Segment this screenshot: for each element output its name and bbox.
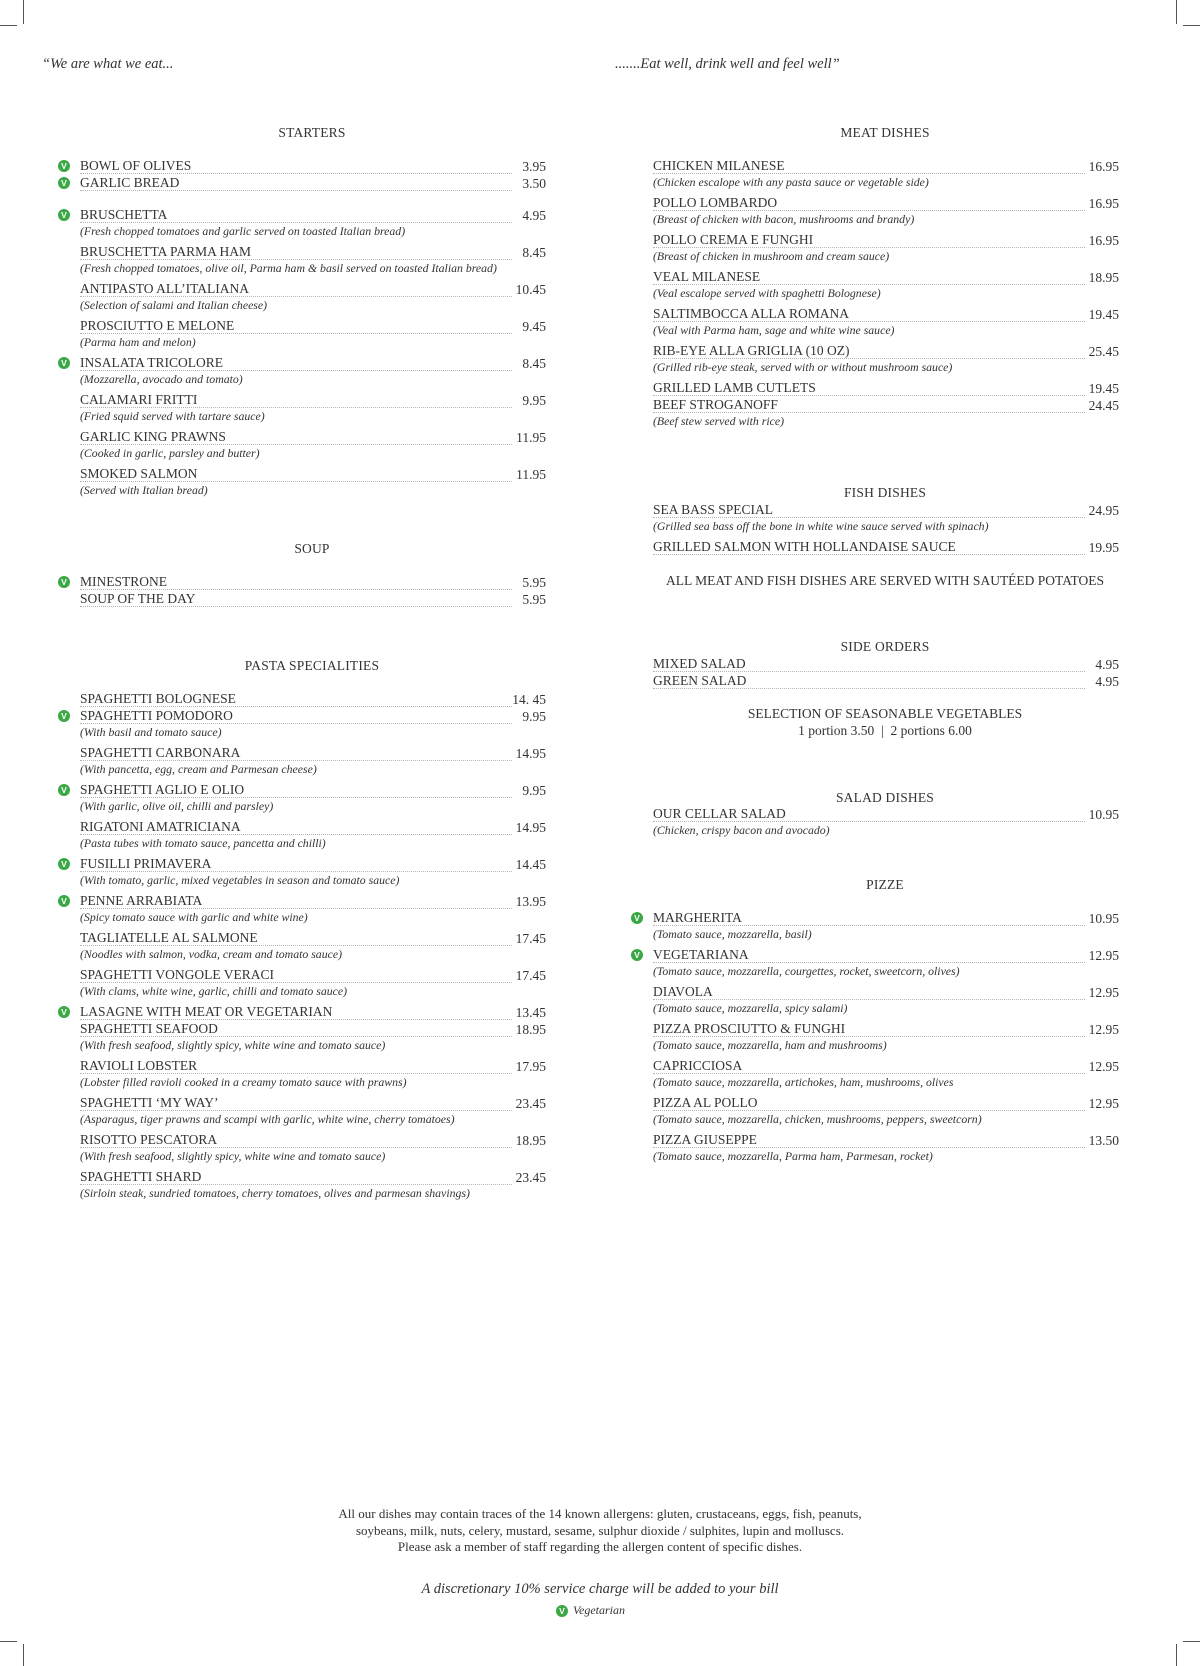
menu-item-description: (Chicken, crispy bacon and avocado) [653,823,830,837]
section-title-starters: STARTERS [278,125,346,140]
menu-item-row [653,231,1119,248]
menu-item-description: (Parma ham and melon) [80,335,196,349]
menu-item [80,744,546,778]
section-title-pasta: PASTA SPECIALITIES [244,658,380,673]
menu-item-row [80,391,546,408]
menu-item-row [653,268,1119,285]
menu-item [80,391,546,425]
menu-item [653,268,1119,302]
menu-item-name: SPAGHETTI AGLIO E OLIO [80,782,512,798]
menu-item [653,655,1119,672]
menu-item [653,379,1119,396]
menu-item-name: RISOTTO PESCATORA [80,1132,512,1148]
section-title-salad: SALAD DISHES [835,790,935,805]
starters-group-1 [61,157,546,191]
side-orders-group [653,655,1119,689]
vegetarian-icon: V [58,1006,70,1018]
menu-item [80,317,546,351]
menu-item-name: LASAGNE WITH MEAT OR VEGETARIAN [80,1004,512,1020]
menu-item-description: (With basil and tomato sauce) [80,725,222,739]
menu-item-row [80,590,546,607]
menu-item-description: (With pancetta, egg, cream and Parmesan cheese) [80,762,317,776]
vegetarian-icon: V [58,209,70,221]
crop-mark [23,0,24,24]
vegetarian-icon: V [58,895,70,907]
menu-item-row [80,1020,546,1037]
menu-item-description: (Fried squid served with tartare sauce) [80,409,265,423]
menu-item [653,1094,1119,1128]
menu-item-price: 12.95 [1088,1059,1119,1074]
menu-item-name: SPAGHETTI POMODORO [80,708,512,724]
menu-item-name: PIZZA AL POLLO [653,1095,1085,1111]
menu-item-row [653,396,1119,413]
menu-item-row [80,744,546,761]
menu-item-price: 18.95 [515,1133,546,1148]
section-title-pizze: PIZZE [866,877,904,892]
menu-item [653,194,1119,228]
menu-item-row [653,1057,1119,1074]
menu-item-description: (Veal escalope served with spaghetti Bolognese) [653,286,881,300]
menu-item-price: 14. 45 [512,692,546,707]
menu-item-name: VEGETARIANA [653,947,1085,963]
menu-item-price: 12.95 [1088,1022,1119,1037]
menu-item-name: SPAGHETTI VONGOLE VERACI [80,967,512,983]
menu-item-description: (Tomato sauce, mozzarella, basil) [653,927,812,941]
menu-item-row [80,1094,546,1111]
menu-item [634,946,1119,980]
menu-item-price: 18.95 [1088,270,1119,285]
menu-item [653,157,1119,191]
menu-item-row [80,1168,546,1185]
menu-item-name: POLLO LOMBARDO [653,195,1085,211]
menu-item-name: SMOKED SALMON [80,466,512,482]
menu-item [80,1131,546,1165]
menu-item-price: 16.95 [1088,196,1119,211]
menu-item-price: 11.95 [516,467,546,482]
menu-item-name: SPAGHETTI BOLOGNESE [80,691,512,707]
crop-mark [0,1641,17,1642]
menu-item [653,1057,1119,1091]
menu-item-price: 24.45 [1088,398,1119,413]
menu-item-price: 19.45 [1088,307,1119,322]
menu-item-description: (Tomato sauce, mozzarella, spicy salami) [653,1001,848,1015]
crop-mark [0,25,17,26]
menu-item-price: 4.95 [1095,657,1119,672]
crop-mark [1183,25,1200,26]
menu-item [61,157,546,174]
menu-item-price: 23.45 [515,1096,546,1111]
menu-item-row [653,655,1119,672]
menu-item-description: (Grilled rib-eye steak, served with or without mushroom sauce) [653,360,953,374]
crop-mark [1176,0,1177,24]
menu-item-price: 12.95 [1088,1096,1119,1111]
vegetarian-icon: V [58,357,70,369]
menu-item [80,1020,546,1054]
menu-item-name: ANTIPASTO ALL’ITALIANA [80,281,512,297]
menu-item-price: 18.95 [515,1022,546,1037]
menu-item-row [653,672,1119,689]
menu-item-name: GARLIC KING PRAWNS [80,429,512,445]
menu-item-name: VEAL MILANESE [653,269,1085,285]
menu-item-row [80,892,546,909]
menu-item-name: GREEN SALAD [653,673,1085,689]
menu-item-name: BOWL OF OLIVES [80,158,512,174]
menu-item-row [80,157,546,174]
menu-item-name: RIB-EYE ALLA GRIGLIA (10 OZ) [653,343,1085,359]
menu-item [80,690,546,707]
menu-item-name: BEEF STROGANOFF [653,397,1085,413]
vegetarian-legend-label: Vegetarian [573,1603,625,1617]
menu-item-row [80,174,546,191]
menu-item-description: (With fresh seafood, slightly spicy, white wine and tomato sauce) [80,1038,386,1052]
menu-item-price: 9.95 [522,709,546,724]
menu-item-description: (Chicken escalope with any pasta sauce or vegetable side) [653,175,929,189]
menu-item-row [80,707,546,724]
menu-item-row [653,983,1119,1000]
vegetarian-icon: V [631,912,643,924]
menu-item-price: 16.95 [1088,233,1119,248]
menu-item-description: (Cooked in garlic, parsley and butter) [80,446,260,460]
menu-item-description: (Noodles with salmon, vodka, cream and tomato sauce) [80,947,343,961]
menu-item-description: (Tomato sauce, mozzarella, Parma ham, Parmesan, rocket) [653,1149,933,1163]
menu-item-price: 17.45 [515,968,546,983]
section-title-soup: SOUP [294,541,330,556]
menu-item-price: 4.95 [1095,674,1119,689]
pizze-group [634,909,1119,1168]
menu-item-description: (Selection of salami and Italian cheese) [80,298,268,312]
menu-item-row [80,428,546,445]
menu-item-description: (Pasta tubes with tomato sauce, pancetta and chilli) [80,836,326,850]
menu-item-price: 19.45 [1088,381,1119,396]
menu-item-name: SPAGHETTI SHARD [80,1169,512,1185]
menu-item [80,1168,546,1202]
vegetables-prices: 1 portion 3.50 | 2 portions 6.00 [798,723,972,738]
menu-item-name: GRILLED SALMON WITH HOLLANDAISE SAUCE [653,539,1085,555]
menu-item [61,174,546,191]
menu-item-name: BRUSCHETTA PARMA HAM [80,244,512,260]
crop-mark [1176,1644,1177,1666]
menu-item-name: CAPRICCIOSA [653,1058,1085,1074]
menu-item-price: 13.95 [515,894,546,909]
menu-item-price: 17.95 [515,1059,546,1074]
menu-item-name: SPAGHETTI CARBONARA [80,745,512,761]
menu-item [61,573,546,590]
menu-item-description: (Served with Italian bread) [80,483,208,497]
menu-item-row [80,966,546,983]
menu-item [634,909,1119,943]
menu-item-name: SPAGHETTI SEAFOOD [80,1021,512,1037]
menu-item-price: 16.95 [1088,159,1119,174]
pasta-group [61,690,546,1205]
menu-item [61,892,546,926]
menu-item-description: (Tomato sauce, mozzarella, ham and mushrooms) [653,1038,887,1052]
menu-item [80,929,546,963]
service-charge-note: A discretionary 10% service charge will be added to your bill [421,1581,779,1597]
menu-item [653,672,1119,689]
menu-item-name: CALAMARI FRITTI [80,392,512,408]
vegetarian-icon: V [58,160,70,172]
menu-item-description: (Grilled sea bass off the bone in white wine sauce served with spinach) [653,519,989,533]
menu-item-name: TAGLIATELLE AL SALMONE [80,930,512,946]
menu-item-description: (With tomato, garlic, mixed vegetables in season and tomato sauce) [80,873,400,887]
menu-item-description: (Fresh chopped tomatoes and garlic served on toasted Italian bread) [80,224,406,238]
menu-item-name: OUR CELLAR SALAD [653,806,1085,822]
menu-item-row [653,305,1119,322]
menu-item-description: (Breast of chicken in mushroom and cream sauce) [653,249,890,263]
menu-item-name: BRUSCHETTA [80,207,512,223]
menu-item-row [80,280,546,297]
menu-item-row [80,317,546,334]
menu-item [653,501,1119,535]
allergen-line: All our dishes may contain traces of the 14 known allergens: gluten, crustaceans, eggs, fish, peanuts, [338,1506,862,1521]
menu-item-row [653,538,1119,555]
menu-item-row [80,354,546,371]
menu-item-name: RIGATONI AMATRICIANA [80,819,512,835]
menu-item-row [80,1003,546,1020]
meat-group [653,157,1119,433]
menu-item-description: (Sirloin steak, sundried tomatoes, cherry tomatoes, olives and parmesan shavings) [80,1186,470,1200]
menu-item-price: 3.95 [522,159,546,174]
menu-item-name: GRILLED LAMB CUTLETS [653,380,1085,396]
menu-item-row [653,194,1119,211]
menu-item-name: PROSCIUTTO E MELONE [80,318,512,334]
vegetarian-legend [556,1603,625,1618]
menu-item-price: 10.45 [515,282,546,297]
menu-item-price: 14.95 [515,820,546,835]
menu-item-price: 12.95 [1088,948,1119,963]
menu-item-description: (Fresh chopped tomatoes, olive oil, Parma ham & basil served on toasted Italian bread) [80,261,497,275]
menu-item-row [80,206,546,223]
menu-item-description: (Mozzarella, avocado and tomato) [80,372,243,386]
menu-item-row [653,946,1119,963]
menu-item-price: 4.95 [522,208,546,223]
menu-item-row [80,243,546,260]
menu-item-name: PENNE ARRABIATA [80,893,512,909]
menu-item-row [653,379,1119,396]
menu-item-name: RAVIOLI LOBSTER [80,1058,512,1074]
menu-item-row [80,465,546,482]
menu-item-description: (Tomato sauce, mozzarella, chicken, mushrooms, peppers, sweetcorn) [653,1112,982,1126]
menu-item [80,818,546,852]
section-title-side-orders: SIDE ORDERS [840,639,930,654]
menu-item-price: 9.95 [522,393,546,408]
vegetarian-icon: V [58,784,70,796]
menu-item-row [80,818,546,835]
starters-group-2 [61,206,546,502]
menu-item [80,1094,546,1128]
menu-item-description: (With clams, white wine, garlic, chilli and tomato sauce) [80,984,348,998]
menu-item-name: POLLO CREMA E FUNGHI [653,232,1085,248]
menu-item-row [80,690,546,707]
crop-mark [23,1644,24,1666]
menu-item [653,231,1119,265]
menu-item-price: 3.50 [522,176,546,191]
menu-item-row [653,1020,1119,1037]
menu-item [653,396,1119,430]
menu-item-description: (Breast of chicken with bacon, mushrooms and brandy) [653,212,915,226]
menu-item-price: 11.95 [516,430,546,445]
menu-item-price: 12.95 [1088,985,1119,1000]
menu-item-description: (Spicy tomato sauce with garlic and white wine) [80,910,308,924]
menu-item-name: PIZZA GIUSEPPE [653,1132,1085,1148]
menu-item-row [80,855,546,872]
menu-item-price: 8.45 [522,245,546,260]
menu-item-description: (Asparagus, tiger prawns and scampi with garlic, white wine, cherry tomatoes) [80,1112,455,1126]
menu-item-row [80,573,546,590]
menu-item-description: (Veal with Parma ham, sage and white wine sauce) [653,323,895,337]
menu-item-name: MARGHERITA [653,910,1085,926]
section-title-meat: MEAT DISHES [840,125,930,140]
menu-item [80,1057,546,1091]
fish-group [653,501,1119,555]
menu-item-name: PIZZA PROSCIUTTO & FUNGHI [653,1021,1085,1037]
menu-item-row [653,1094,1119,1111]
menu-item-row [653,1131,1119,1148]
menu-item-name: CHICKEN MILANESE [653,158,1085,174]
vegetarian-icon: V [58,177,70,189]
menu-item-price: 10.95 [1088,911,1119,926]
menu-item-name: GARLIC BREAD [80,175,512,191]
menu-item-name: MIXED SALAD [653,656,1085,672]
menu-item [80,966,546,1000]
menu-item-description: (With fresh seafood, slightly spicy, white wine and tomato sauce) [80,1149,386,1163]
menu-item-price: 25.45 [1088,344,1119,359]
menu-item-row [80,781,546,798]
menu-item-name: INSALATA TRICOLORE [80,355,512,371]
menu-item-price: 19.95 [1088,540,1119,555]
menu-item-name: MINESTRONE [80,574,512,590]
menu-item-description: (Lobster filled ravioli cooked in a creamy tomato sauce with prawns) [80,1075,407,1089]
menu-item-price: 14.95 [515,746,546,761]
allergen-line: Please ask a member of staff regarding the allergen content of specific dishes. [397,1539,803,1554]
menu-item [80,280,546,314]
menu-item [653,305,1119,339]
potatoes-note: ALL MEAT AND FISH DISHES ARE SERVED WITH SAUTÉED POTATOES [666,573,1104,588]
menu-item [653,538,1119,555]
menu-item-name: DIAVOLA [653,984,1085,1000]
menu-item-name: SALTIMBOCCA ALLA ROMANA [653,306,1085,322]
vegetarian-icon: V [556,1605,568,1617]
menu-item-row [653,157,1119,174]
crop-mark [1183,1641,1200,1642]
allergen-notice [200,1506,1000,1556]
vegetables-title: SELECTION OF SEASONABLE VEGETABLES [747,706,1023,721]
menu-item-description: (Beef stew served with rice) [653,414,785,428]
menu-item-price: 13.50 [1088,1133,1119,1148]
menu-item-description: (With garlic, olive oil, chilli and parsley) [80,799,274,813]
menu-item [61,206,546,240]
menu-item [653,1020,1119,1054]
menu-item [61,855,546,889]
section-title-fish: FISH DISHES [843,485,927,500]
menu-item [80,428,546,462]
menu-item [61,781,546,815]
menu-item-row [653,501,1119,518]
vegetarian-icon: V [58,858,70,870]
menu-item-name: SOUP OF THE DAY [80,591,512,607]
menu-item-price: 17.45 [515,931,546,946]
menu-item [80,243,546,277]
menu-item-row [653,909,1119,926]
menu-item [61,707,546,741]
vegetarian-icon: V [58,710,70,722]
menu-item-name: FUSILLI PRIMAVERA [80,856,512,872]
menu-item-name: SPAGHETTI ‘MY WAY’ [80,1095,512,1111]
menu-item-price: 13.45 [515,1005,546,1020]
menu-item-price: 8.45 [522,356,546,371]
salad-group [653,805,1119,842]
menu-item-row [80,1131,546,1148]
menu-item-price: 5.95 [522,592,546,607]
menu-item-price: 9.95 [522,783,546,798]
menu-item-description: (Tomato sauce, mozzarella, courgettes, rocket, sweetcorn, olives) [653,964,960,978]
menu-item-name: SEA BASS SPECIAL [653,502,1085,518]
menu-item-row [80,1057,546,1074]
menu-item-row [80,929,546,946]
menu-item [653,342,1119,376]
menu-item-description: (Tomato sauce, mozzarella, artichokes, ham, mushrooms, olives [653,1075,954,1089]
menu-item-price: 24.95 [1088,503,1119,518]
quote-right: .......Eat well, drink well and feel well” [615,56,840,72]
menu-item [61,1003,546,1020]
soup-group [61,573,546,607]
menu-item [653,805,1119,839]
menu-item-price: 14.45 [515,857,546,872]
menu-item-row [653,342,1119,359]
menu-item-price: 9.45 [522,319,546,334]
vegetarian-icon: V [631,949,643,961]
allergen-line: soybeans, milk, nuts, celery, mustard, sesame, sulphur dioxide / sulphites, lupin and molluscs. [355,1522,845,1538]
menu-item-price: 23.45 [515,1170,546,1185]
menu-item-row [653,805,1119,822]
menu-item [61,354,546,388]
menu-item-price: 5.95 [522,575,546,590]
menu-item [653,1131,1119,1165]
vegetarian-icon: V [58,576,70,588]
menu-item-price: 10.95 [1088,807,1119,822]
menu-item [653,983,1119,1017]
quote-left: “We are what we eat... [42,56,174,72]
menu-item [80,465,546,499]
menu-item [80,590,546,607]
